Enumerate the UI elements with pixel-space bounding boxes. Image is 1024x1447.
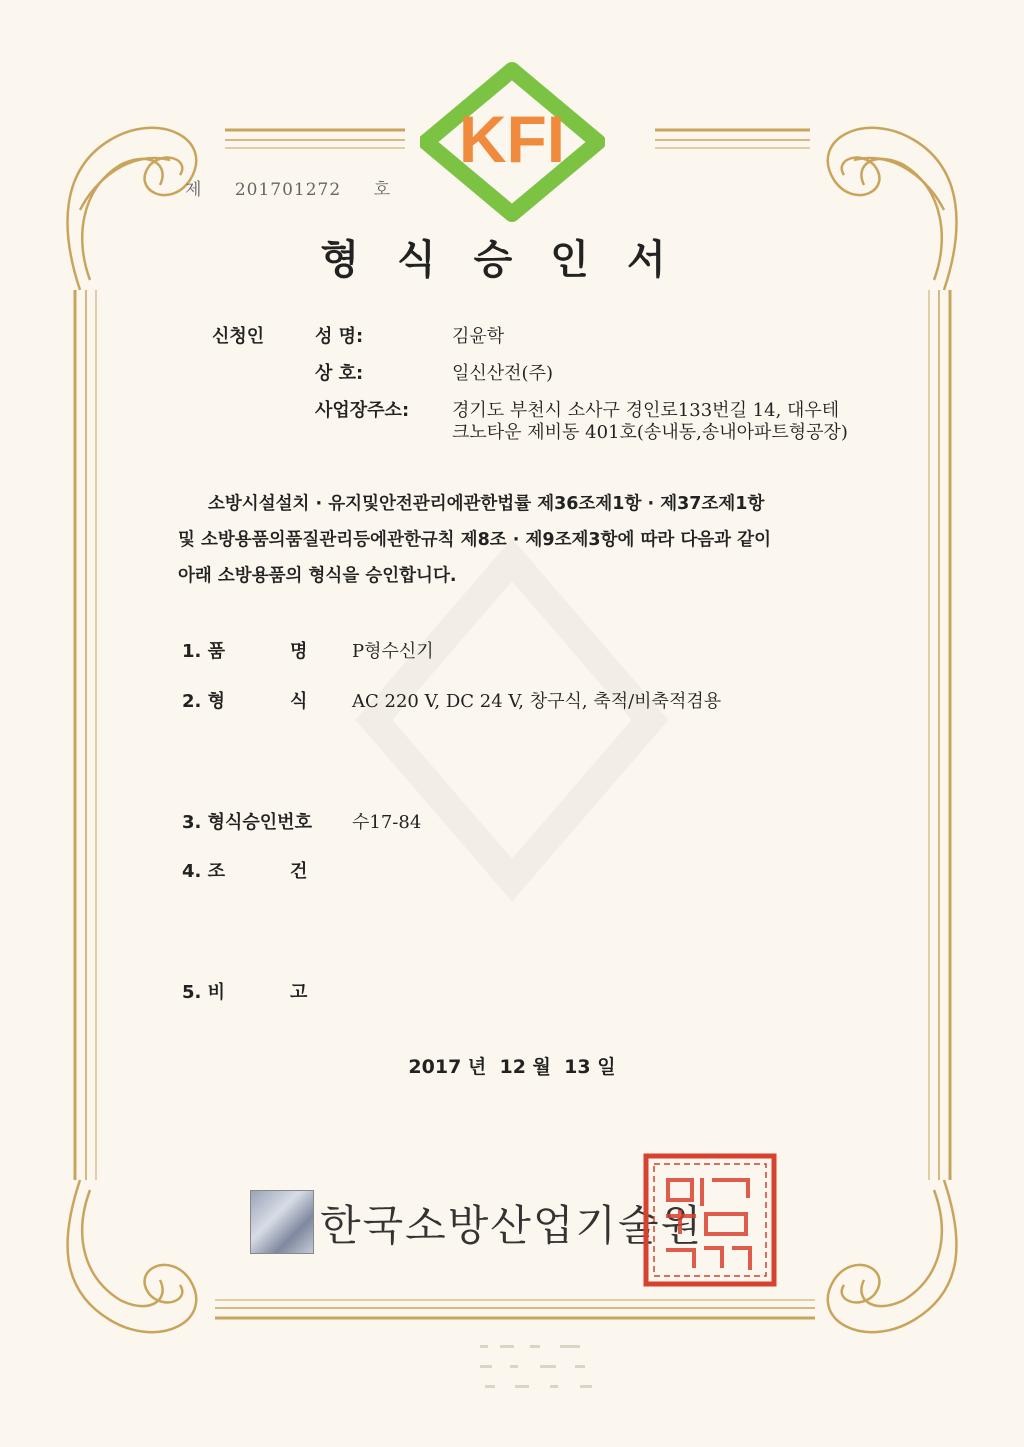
name-label: 성 명:	[315, 326, 364, 347]
item-label: 1. 품	[182, 641, 226, 662]
company-value: 일신산전(주)	[452, 363, 553, 384]
issuer-name: 한국소방산업기술원	[320, 1201, 704, 1250]
address-line-1: 경기도 부천시 소사구 경인로133번길 14, 대우테	[452, 400, 840, 421]
hologram-sticker	[250, 1190, 314, 1254]
number-value: 201701272	[234, 180, 342, 200]
item-label: 2. 형	[182, 691, 226, 712]
item-label: 5. 비	[182, 982, 226, 1003]
item-label: 고	[290, 982, 308, 1003]
corner-ornaments	[68, 128, 957, 1332]
company-label: 상 호:	[315, 363, 364, 384]
item-label: 식	[290, 691, 308, 712]
paragraph-line: 아래 소방용품의 형식을 승인합니다.	[178, 566, 457, 586]
item-label: 4. 조	[182, 861, 226, 882]
address-line-2: 크노타운 제비동 401호(송내동,송내아파트형공장)	[452, 422, 848, 443]
item-label: 3. 형식승인번호	[182, 812, 312, 833]
name-value: 김윤학	[452, 326, 505, 347]
logo-text: KFI	[458, 102, 566, 176]
embossed-marks	[480, 1345, 610, 1405]
item-value: P형수신기	[352, 641, 434, 662]
number-prefix: 제	[185, 180, 203, 200]
issue-date: 2017 년 12 월 13 일	[408, 1056, 616, 1078]
legal-basis-paragraph	[178, 486, 858, 594]
item-label: 명	[290, 641, 308, 662]
address-label: 사업장주소:	[315, 400, 410, 421]
certificate-number	[185, 175, 417, 200]
official-seal	[640, 1150, 780, 1290]
kfi-logo	[420, 62, 605, 222]
paragraph-line: 및 소방용품의품질관리등에관한규칙 제8조 · 제9조제3항에 따라 다음과 같이	[178, 530, 771, 550]
paragraph-line: 소방시설설치 · 유지및안전관리에관한법률 제36조제1항 · 제37조제1항	[208, 494, 765, 514]
document-title: 형식승인서	[320, 237, 704, 283]
number-suffix: 호	[373, 180, 392, 200]
item-value: AC 220 V, DC 24 V, 창구식, 축적/비축적겸용	[352, 691, 722, 712]
applicant-label: 신청인	[212, 326, 265, 347]
item-value: 수17-84	[352, 812, 422, 833]
item-label: 건	[290, 861, 308, 882]
